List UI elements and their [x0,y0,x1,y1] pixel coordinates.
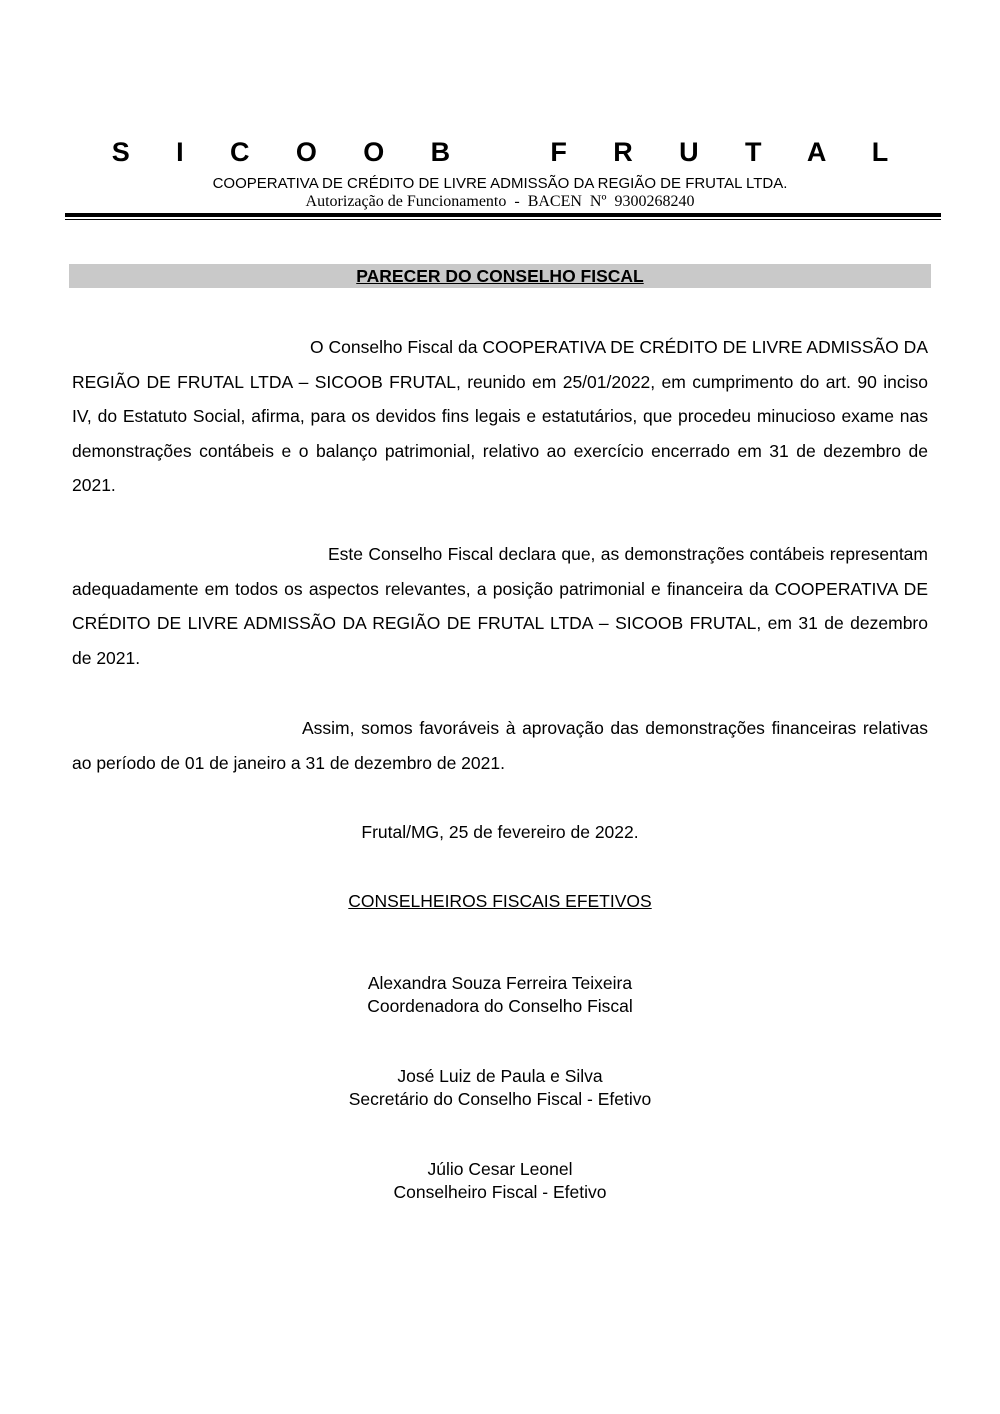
signer-block [0,1065,1000,1111]
signers-heading: CONSELHEIROS FISCAIS EFETIVOS [348,891,652,911]
authorization-line: Autorização de Funcionamento - BACEN Nº 9300268240 [305,193,695,210]
date-line: Frutal/MG, 25 de fevereiro de 2022. [361,822,639,842]
signer-role: Coordenadora do Conselho Fiscal [367,996,633,1016]
paragraph-2: Este Conselho Fiscal declara que, as demonstrações contábeis representam adequadamente em todos os aspectos relevantes, a posição patrimonial e financeira da COOPERATIVA DE CRÉDITO DE LIVRE ADMISSÃO DA REGIÃO DE FRUTAL LTDA – SICOOB FRUTAL, em 31 de dezembro de 2021. [72,544,928,668]
signer-block [0,972,1000,1018]
organization-full-name: COOPERATIVA DE CRÉDITO DE LIVRE ADMISSÃO DA REGIÃO DE FRUTAL LTDA. [212,175,788,192]
organization-name: S I C O O B F R U T A L [111,137,908,167]
paragraph-1: O Conselho Fiscal da COOPERATIVA DE CRÉDITO DE LIVRE ADMISSÃO DA REGIÃO DE FRUTAL LTDA – SICOOB FRUTAL, reunido em 25/01/2022, em cumprimento do art. 90 inciso IV, do Estatuto Social, afirma, para os devidos fins legais e estatutários, que procedeu minucioso exame nas demonstrações contábeis e o balanço patrimonial, relativo ao exercício encerrado em 31 de dezembro de 2021. [72,337,928,495]
signer-role: Conselheiro Fiscal - Efetivo [393,1182,607,1202]
document-title: PARECER DO CONSELHO FISCAL [69,264,931,288]
signer-name: Júlio Cesar Leonel [427,1159,573,1179]
signer-role: Secretário do Conselho Fiscal - Efetivo [348,1089,652,1109]
paragraph-3: Assim, somos favoráveis à aprovação das demonstrações financeiras relativas ao período de 01 de janeiro a 31 de dezembro de 2021. [72,718,928,773]
signer-name: José Luiz de Paula e Silva [397,1066,603,1086]
signer-name: Alexandra Souza Ferreira Teixeira [367,973,633,993]
header-divider-thick [65,213,941,217]
header-divider-thin [65,219,941,220]
signer-block [0,1158,1000,1204]
